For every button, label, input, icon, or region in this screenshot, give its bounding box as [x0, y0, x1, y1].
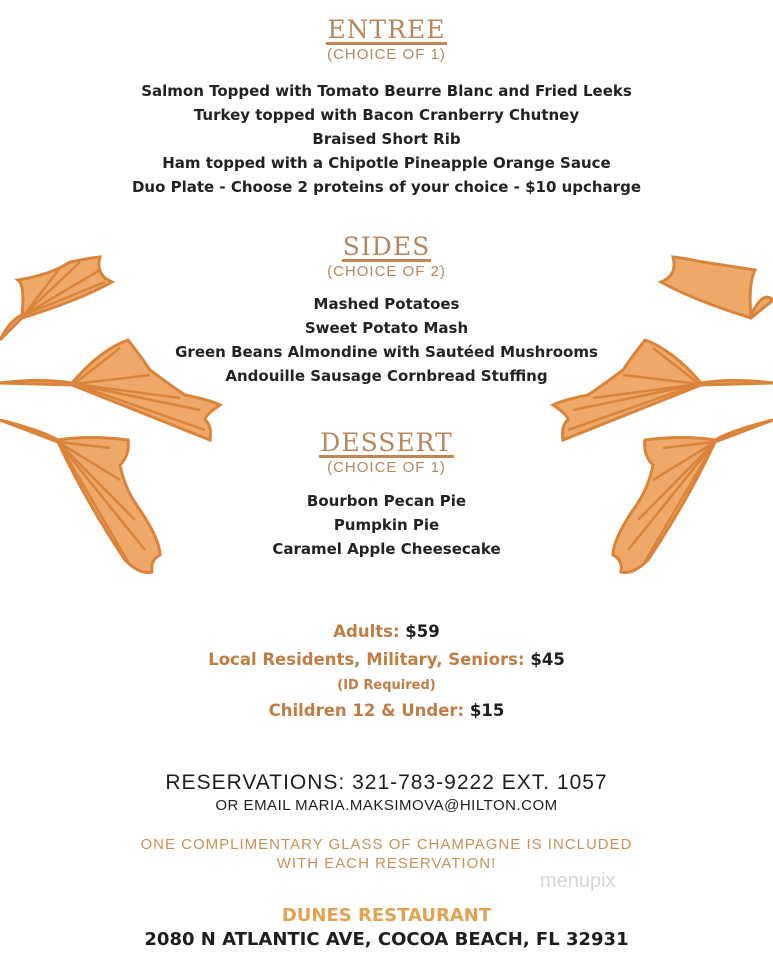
entree-list	[0, 79, 773, 199]
menu-item: Ham topped with a Chipotle Pineapple Orange Sauce	[162, 154, 611, 172]
entree-heading: ENTREE	[327, 15, 446, 44]
menu-item: Andouille Sausage Cornbread Stuffing	[225, 367, 548, 385]
menu-item: Salmon Topped with Tomato Beurre Blanc and Fried Leeks	[141, 82, 632, 100]
sides-heading: SIDES	[342, 232, 431, 261]
sides-list	[0, 292, 773, 388]
restaurant-address: 2080 N ATLANTIC AVE, COCOA BEACH, FL 32931	[144, 929, 629, 950]
menu-item: Braised Short Rib	[312, 130, 461, 148]
menu-item: Mashed Potatoes	[313, 295, 460, 313]
sides-choice: (CHOICE OF 2)	[327, 263, 446, 280]
dessert-choice: (CHOICE OF 1)	[327, 459, 446, 476]
price-adults: Adults: $59	[333, 622, 440, 641]
restaurant-name: DUNES RESTAURANT	[281, 905, 492, 926]
watermark: menupix	[540, 870, 616, 892]
promo-line-2: WITH EACH RESERVATION!	[276, 855, 497, 872]
id-required-note: (ID Required)	[337, 678, 436, 693]
menu-item: Duo Plate - Choose 2 proteins of your choice - $10 upcharge	[131, 178, 642, 196]
menu-item: Green Beans Almondine with Sautéed Mushrooms	[175, 343, 598, 361]
promo-line-1: ONE COMPLIMENTARY GLASS OF CHAMPAGNE IS INCLUDED	[140, 836, 633, 853]
menu-item: Caramel Apple Cheesecake	[272, 540, 501, 558]
menu-item: Pumpkin Pie	[333, 516, 440, 534]
menu-item: Bourbon Pecan Pie	[306, 492, 467, 510]
menu-item: Turkey topped with Bacon Cranberry Chutney	[193, 106, 580, 124]
reservations-email: OR EMAIL MARIA.MAKSIMOVA@HILTON.COM	[215, 797, 558, 814]
reservations-phone: RESERVATIONS: 321-783-9222 EXT. 1057	[165, 771, 608, 794]
menu-item: Sweet Potato Mash	[304, 319, 469, 337]
price-local: Local Residents, Military, Seniors: $45	[208, 650, 565, 669]
price-children: Children 12 & Under: $15	[268, 701, 505, 720]
dessert-list	[0, 489, 773, 561]
entree-choice: (CHOICE OF 1)	[327, 46, 446, 63]
dessert-heading: DESSERT	[320, 428, 453, 457]
